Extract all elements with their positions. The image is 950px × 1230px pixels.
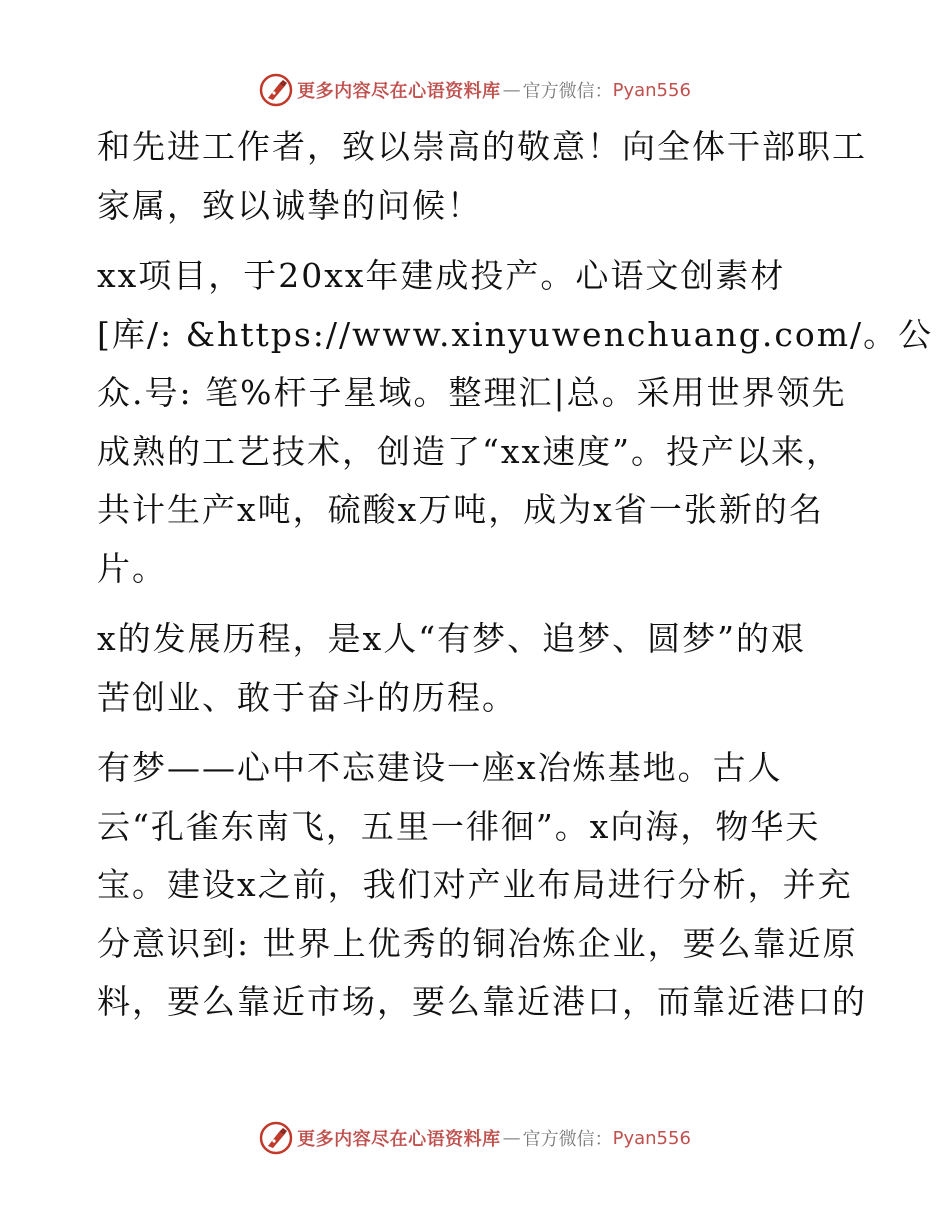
text-line: x的发展历程，是x人“有梦、追梦、圆梦”的艰 (97, 619, 806, 658)
banner-sub-text: 官方微信： (522, 1129, 613, 1150)
banner-separator: — (502, 1127, 521, 1149)
paragraph-3 (97, 610, 857, 727)
document-body (97, 118, 934, 1044)
text-line: 分意识到: 世界上优秀的铜冶炼企业，要么靠近原 (97, 923, 858, 963)
text-line: 众.号: 笔%杆子星域。整理汇|总。采用世界领先 (97, 373, 847, 412)
paragraph-2 (97, 247, 934, 598)
text-line: xx项目，于20xx年建成投产。心语文创素材 (97, 256, 786, 295)
text-line: 宝。建设x之前，我们对产业布局进行分析，并充 (97, 865, 853, 904)
banner-handle: Pyan556 (612, 79, 691, 101)
footer-banner (0, 1118, 950, 1158)
text-line: 和先进工作者，致以崇高的敬意！向全体干部职工 (97, 127, 867, 166)
banner-main-text: 更多内容尽在心语资料库 (297, 81, 501, 102)
banner-separator: — (502, 79, 521, 101)
fountain-pen-logo-icon (259, 73, 293, 107)
banner-main-text: 更多内容尽在心语资料库 (297, 1129, 501, 1150)
text-line: [库/: &https://www.xinyuwenchuang.com/。公 (97, 314, 934, 354)
banner-sub-text: 官方微信： (522, 81, 613, 102)
text-line: 云“孔雀东南飞，五里一徘徊”。x向海，物华天 (97, 806, 821, 846)
text-line: 有梦——心中不忘建设一座x冶炼基地。古人 (97, 748, 783, 787)
text-line: 苦创业、敢于奋斗的历程。 (97, 677, 517, 717)
text-line: 成熟的工艺技术，创造了“xx速度”。投产以来， (97, 431, 841, 471)
text-line: 家属，致以诚挚的问候！ (97, 185, 482, 225)
text-line: 片。 (97, 548, 167, 588)
header-banner (0, 70, 950, 110)
text-line: 共计生产x吨，硫酸x万吨，成为x省一张新的名 (97, 490, 824, 529)
paragraph-4 (97, 739, 867, 1032)
banner-handle: Pyan556 (612, 1127, 691, 1149)
text-line: 料，要么靠近市场，要么靠近港口，而靠近港口的 (97, 982, 867, 1021)
paragraph-1 (97, 118, 867, 235)
fountain-pen-logo-icon (259, 1121, 293, 1155)
